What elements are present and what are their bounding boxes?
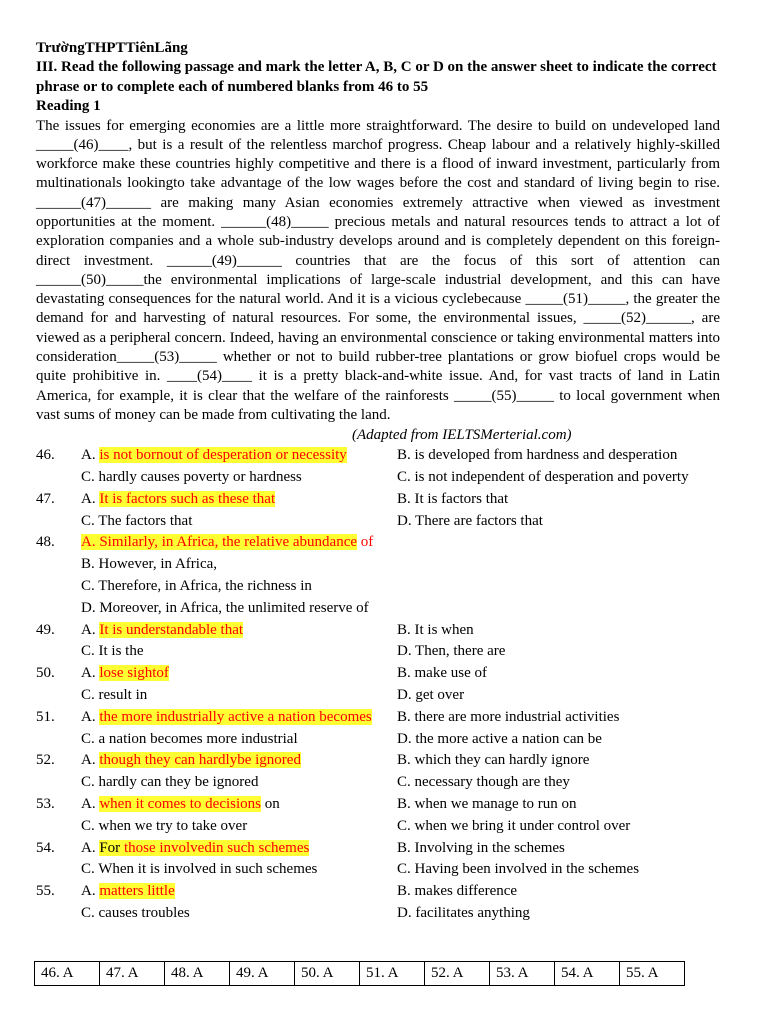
- question-number: 46.: [36, 447, 55, 464]
- option-a: A. It is understandable that: [81, 621, 244, 638]
- question-number: 51.: [36, 708, 55, 725]
- answer-key-cell: 52. A: [425, 962, 490, 986]
- option-b: B. However, in Africa,: [81, 556, 218, 573]
- question-51-row-1: [36, 707, 720, 729]
- option-c: C. hardly causes poverty or hardness: [81, 469, 302, 486]
- question-number: 48.: [36, 534, 55, 551]
- option-a: A. Similarly, in Africa, the relative abundance of: [81, 534, 374, 551]
- answer-key-cell: 49. A: [230, 962, 295, 986]
- answer-key-cell: 50. A: [295, 962, 360, 986]
- answer-key-cell: 51. A: [360, 962, 425, 986]
- question-50-row-2: [36, 685, 720, 707]
- answer-key-cell: 54. A: [555, 962, 620, 986]
- option-c: C. when we try to take over: [81, 817, 248, 834]
- question-47-row-1: [36, 489, 720, 511]
- reading-passage: The issues for emerging economies are a little more straightforward. The desire to build on undeveloped land _____(46)____, but is a result of the relentless marchof progress. Cheap labour and a relatively highly-skilled workforce make these countries highly competitive and there is a flood of inward investment, particularly from multinationals lookingto take advantage of the low wages before the cost and standard of living begin to rise. ______(47)______ are making many Asian economies extremely attractive when viewed as investment opportunities at the moment. ______(48)_____ precious metals and natural resources tends to attract a lot of exploration companies and a whole sub-industry develops around and is completely dependent on this foreign-direct investment. ______(49)______ countries that are the focus of this sort of attention can ______(50)_____the environmental implications of large-scale industrial development, and this can have devastating consequences for the natural world. And it is a vicious cyclebecause _____(51)_____, the greater the demand for and harvesting of natural resources. For some, the environmental issues, _____(52)______, are viewed as a peripheral concern. Indeed, having an environmental conscience or taking environmental matters into consideration_____(53)_____ whether or not to build rubber-tree plantations or grow biofuel crops would be quite prohibitive in. ____(54)____ it is a pretty black-and-white issue. And, for vast tracts of land in Latin America, for example, it is clear that the welfare of the rainforests _____(55)_____ to local government when vast sums of money can be made from cultivating the land.: [36, 117, 720, 423]
- question-number: 55.: [36, 883, 55, 900]
- passage-source: (Adapted from IELTSMerterial.com): [352, 427, 572, 444]
- option-b: B. which they can hardly ignore: [397, 752, 590, 769]
- answer-highlight: It is understandable that: [99, 621, 244, 638]
- question-55-row-2: [36, 903, 720, 925]
- option-d: C. Having been involved in the schemes: [397, 861, 640, 878]
- question-54-row-1: [36, 838, 720, 860]
- option-d: D. There are factors that: [397, 512, 543, 529]
- option-c: C. result in: [81, 687, 148, 704]
- question-number: 52.: [36, 752, 55, 769]
- question-48-row-2: [36, 554, 720, 576]
- option-c: C. causes troubles: [81, 904, 190, 921]
- reading-title: Reading 1: [36, 98, 101, 114]
- option-c: C. a nation becomes more industrial: [81, 730, 298, 747]
- option-a: A. is not bornout of desperation or necessity: [81, 447, 347, 464]
- answer-key-row: [35, 962, 685, 986]
- option-b: B. makes difference: [397, 883, 518, 900]
- question-number: 47.: [36, 490, 55, 507]
- document-page: [36, 38, 720, 925]
- question-47-row-2: [36, 511, 720, 533]
- question-53-row-1: [36, 794, 720, 816]
- answer-highlight: when it comes to decisions: [99, 796, 261, 812]
- option-b: B. Involving in the schemes: [397, 839, 565, 856]
- option-d: D. Then, there are: [397, 643, 506, 660]
- question-number: 49.: [36, 621, 55, 638]
- option-d: D. Moreover, in Africa, the unlimited reserve of: [81, 599, 369, 616]
- option-d: C. necessary though are they: [397, 774, 570, 791]
- option-d: D. get over: [397, 687, 465, 704]
- question-48-row-1: [36, 532, 720, 554]
- question-46-row-1: [36, 445, 720, 467]
- answer-key-table: [34, 961, 685, 986]
- option-b: B. It is when: [397, 621, 474, 638]
- question-49-row-2: [36, 641, 720, 663]
- question-55-row-1: [36, 881, 720, 903]
- question-52-row-2: [36, 772, 720, 794]
- question-48-row-3: [36, 576, 720, 598]
- question-52-row-1: [36, 750, 720, 772]
- option-c: C. hardly can they be ignored: [81, 774, 259, 791]
- option-b: B. make use of: [397, 665, 487, 682]
- question-51-row-2: [36, 729, 720, 751]
- answer-highlight: matters little: [99, 883, 175, 900]
- option-a: A. the more industrially active a nation becomes: [81, 708, 372, 725]
- option-a: A. For those involvedin such schemes: [81, 839, 310, 856]
- question-54-row-2: [36, 859, 720, 881]
- answer-highlight: those involvedin such schemes: [123, 839, 310, 856]
- question-49-row-1: [36, 620, 720, 642]
- answer-key-cell: 48. A: [165, 962, 230, 986]
- option-c: C. When it is involved in such schemes: [81, 861, 318, 878]
- answer-key-cell: 46. A: [35, 962, 100, 986]
- answer-highlight: A. Similarly, in Africa, the relative abundance: [81, 534, 358, 551]
- answer-key-cell: 47. A: [100, 962, 165, 986]
- option-c: C. It is the: [81, 643, 144, 660]
- answer-highlight: It is factors such as these that: [99, 490, 276, 507]
- option-a: A. when it comes to decisions on: [81, 796, 280, 812]
- question-53-row-2: [36, 816, 720, 838]
- answer-highlight: the more industrially active a nation becomes: [99, 708, 372, 725]
- section-instruction: III. Read the following passage and mark the letter A, B, C or D on the answer sheet to indicate the correct phrase or to complete each of numbered blanks from 46 to 55: [36, 59, 717, 95]
- option-d: D. facilitates anything: [397, 904, 530, 921]
- option-b: B. is developed from hardness and desperation: [397, 447, 678, 464]
- answer-highlight: lose sightof: [99, 665, 169, 682]
- option-c: C. Therefore, in Africa, the richness in: [81, 578, 312, 595]
- school-name: TrườngTHPTTiênLãng: [36, 40, 188, 56]
- option-a: A. matters little: [81, 883, 175, 900]
- question-number: 50.: [36, 665, 55, 682]
- option-a: A. It is factors such as these that: [81, 490, 276, 507]
- question-number: 54.: [36, 839, 55, 856]
- question-46-row-2: [36, 467, 720, 489]
- answer-highlight: is not bornout of desperation or necessity: [99, 447, 347, 464]
- question-50-row-1: [36, 663, 720, 685]
- option-a: A. lose sightof: [81, 665, 169, 682]
- option-d: C. when we bring it under control over: [397, 817, 631, 834]
- question-number: 53.: [36, 796, 55, 812]
- option-a: A. though they can hardlybe ignored: [81, 752, 301, 769]
- answer-highlight: though they can hardlybe ignored: [99, 752, 301, 769]
- question-48-row-4: [36, 598, 720, 620]
- option-b: B. there are more industrial activities: [397, 708, 620, 725]
- option-d: C. is not independent of desperation and poverty: [397, 469, 689, 486]
- option-c: C. The factors that: [81, 512, 193, 529]
- option-d: D. the more active a nation can be: [397, 730, 602, 747]
- option-b: B. It is factors that: [397, 490, 509, 507]
- answer-key-cell: 55. A: [620, 962, 685, 986]
- answer-key-cell: 53. A: [490, 962, 555, 986]
- option-b: B. when we manage to run on: [397, 796, 577, 812]
